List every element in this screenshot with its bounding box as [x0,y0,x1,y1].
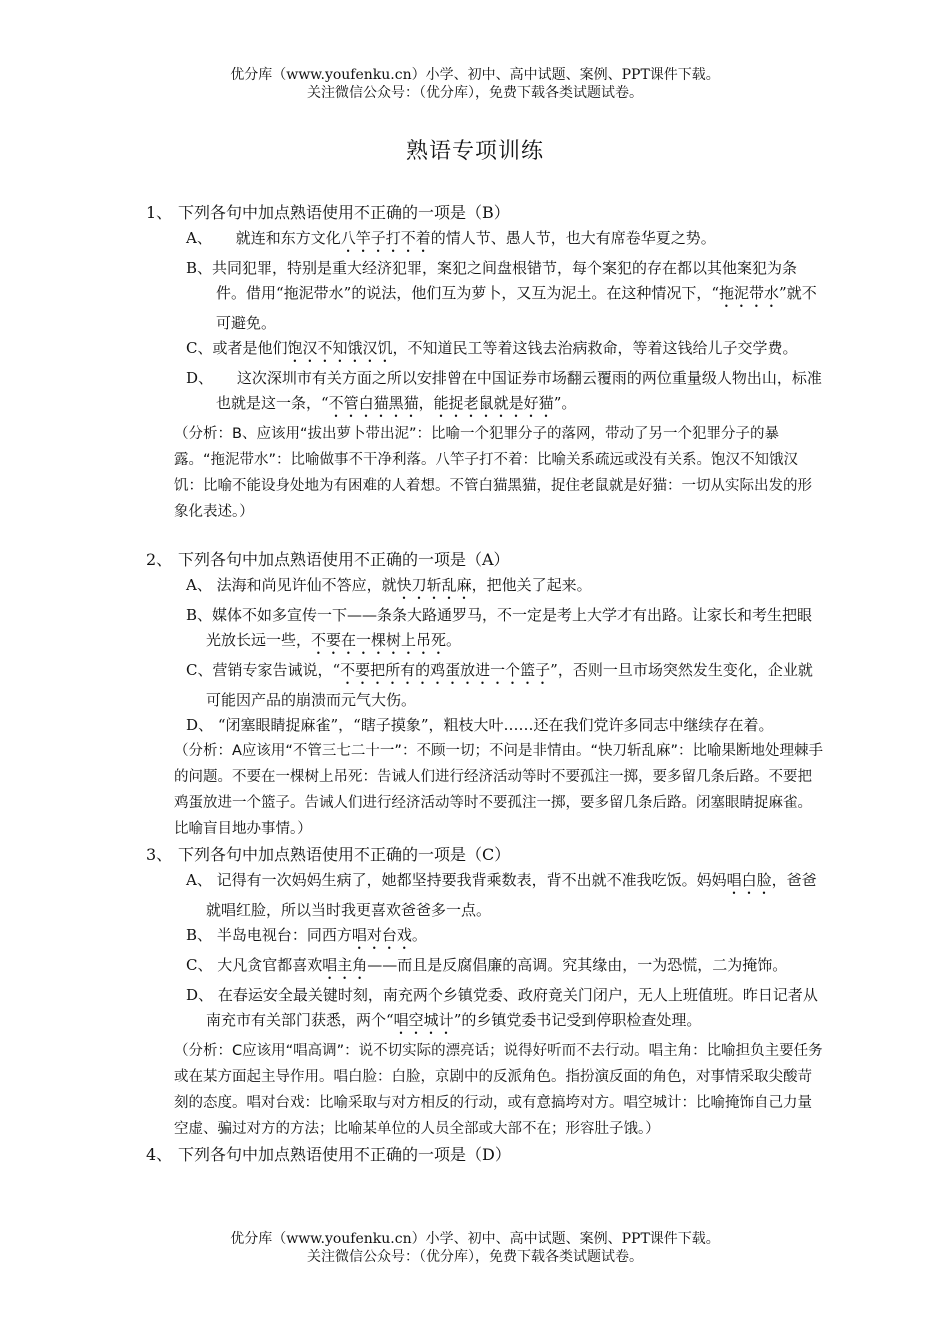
question-stem: 下列各句中加点熟语使用不正确的一项是（B） [178,203,510,222]
option-label: B、 [186,259,213,277]
analysis-3: （分析：C应该用“唱高调”：说不切实际的漂亮话；说得好听而不去行动。唱主角：比喻担负主要任务或在某方面起主导作用。唱白脸：白脸，京剧中的反派角色。指扮演反面的角色，对事情采取尖酸苛刻的态度。唱对台戏：比喻采取与对方相反的行动，或有意搞垮对方。唱空城计：比喻掩饰自己力量空虚、骗过对方的方法；比喻某单位的人员全部或大部不在；形容肚子饿。） [174,1043,823,1137]
option-1a [146,226,826,256]
option-label: B、 [186,926,213,944]
dotted-idiom: 八竿子打不着 [340,229,431,247]
option-2d [146,713,826,738]
option-text: ”，否则一旦市场突然发生变化，企业就可能因产品的崩溃而元气大伤。 [206,661,813,709]
option-2c [146,658,826,713]
question-stem: 下列各句中加点熟语使用不正确的一项是（A） [178,550,510,569]
option-label: D、 [186,716,214,734]
option-text: 媒体不如多宣传一下——条条大路通罗马，不一定是考上大学才有出路。让家长和考生把眼光放长远一些， [206,606,813,649]
option-text: 共同犯罪，特别是重大经济犯罪，案犯之间盘根错节，每个案犯的存在都以其他案犯为条件。借用“拖泥带水”的说法，他们互为萝卜，又互为泥土。在这种情况下，“ [212,259,798,302]
option-3b [146,923,826,953]
option-text: ，爸爸就唱红脸，所以当时我更喜欢爸爸多一点。 [206,871,817,919]
option-text: ”。 [553,394,577,412]
option-label: C、 [186,661,213,679]
question-4 [146,1142,826,1168]
analysis-1: （分析：B、应该用“拔出萝卜带出泥”：比喻一个犯罪分子的落网，带动了另一个犯罪分子的暴露。“拖泥带水”：比喻做事不干净利落。八竿子打不着：比喻关系疏远或没有关系。饱汉不知饿汉饥：比喻不能设身处地为有困难的人着想。不管白猫黑猫，捉住老鼠就是好猫：一切从实际出发的形象化表述。） [174,426,812,520]
option-text: 。 [411,926,427,944]
option-2b [146,603,826,658]
option-text: ，不知道民工等着这钱去治病救命，等着这钱给儿子交学费。 [392,339,798,357]
dotted-idiom: 不要在一棵树上吊死 [311,631,447,649]
dotted-idiom: 拖泥带水 [719,284,780,302]
option-text: 或者是他们 [212,339,288,357]
option-text: 记得有一次妈妈生病了，她都坚持要我背乘数表，背不出就不准我吃饭。妈妈 [216,871,727,889]
question-2 [146,547,826,573]
option-3c [146,953,826,983]
header-line-1: 优分库（www.youfenku.cn）小学、初中、高中试题、案例、PPT课件下载。 [230,67,720,83]
question-number: 3、 [146,845,173,864]
option-text: ——而且是反腐倡廉的高调。究其缘由，一为恐慌，二为掩饰。 [367,956,788,974]
dotted-idiom: 唱空城计 [393,1011,454,1029]
dotted-idiom: 唱对台戏 [351,926,412,944]
option-text: ”就不可避免。 [216,284,817,332]
option-label: D、 [186,369,214,387]
dotted-idiom: 唱白脸 [726,871,772,889]
option-label: B、 [186,606,213,624]
option-text: ”的乡镇党委书记受到停职检查处理。 [453,1011,702,1029]
option-label: C、 [186,339,213,357]
footer-line-2: 关注微信公众号：（优分库），免费下载各类试题试卷。 [307,1249,643,1265]
dotted-idiom: 不管白猫黑猫，能捉老鼠就是好猫 [328,394,554,412]
question-stem: 下列各句中加点熟语使用不正确的一项是（C） [178,845,511,864]
option-text: 的情人节、愚人节，也大有席卷华夏之势。 [430,229,716,247]
option-text: 营销专家告诫说，“ [212,661,341,679]
option-text: “闭塞眼睛捉麻雀”，“瞎子摸象”，粗枝大叶……还在我们党许多同志中继续存在着。 [217,716,774,734]
option-3d [146,983,826,1038]
option-1b [146,256,826,336]
option-label: A、 [186,576,212,594]
option-label: A、 [186,229,212,247]
option-label: A、 [186,871,212,889]
page-header [0,66,950,102]
option-text: 在春运安全最关键时刻，南充两个乡镇党委、政府竟关门闭户，无人上班值班。昨日记者从南充市有关部门获悉，两个“ [206,986,818,1029]
question-number: 2、 [146,550,173,569]
question-number: 1、 [146,203,173,222]
dotted-idiom: 唱主角 [322,956,368,974]
option-3a [146,868,826,923]
option-1c [146,336,826,366]
option-text: 这次深圳市有关方面之所以安排曾在中国证券市场翻云覆雨的两位重量级人物出山，标准也就是这一条，“ [216,369,822,412]
page-title: 熟语专项训练 [405,139,544,164]
document-body [146,200,826,1168]
option-label: D、 [186,986,214,1004]
option-2a [146,573,826,603]
option-1d [146,366,826,421]
dotted-idiom: 饱汉不知饿汉饥 [287,339,393,357]
header-line-2: 关注微信公众号：（优分库），免费下载各类试题试卷。 [307,85,643,101]
option-text: ，把他关了起来。 [471,576,592,594]
option-text: 半岛电视台：同西方 [216,926,352,944]
dotted-idiom: 快刀斩乱麻 [396,576,472,594]
question-3 [146,842,826,868]
option-text: 就连和东方文化 [235,229,341,247]
option-text: 。 [446,631,462,649]
footer-line-1: 优分库（www.youfenku.cn）小学、初中、高中试题、案例、PPT课件下载。 [230,1231,720,1247]
question-number: 4、 [146,1145,173,1164]
analysis-2: （分析：A应该用“不管三七二十一”：不顾一切；不问是非情由。“快刀斩乱麻”：比喻果断地处理棘手的问题。不要在一棵树上吊死：告诫人们进行经济活动等时不要孤注一掷，要多留几条后路。不要把鸡蛋放进一个篮子。告诫人们进行经济活动等时不要孤注一掷，要多留几条后路。闭塞眼睛捉麻雀。比喻盲目地办事情。） [174,743,823,837]
option-label: C、 [186,956,213,974]
question-stem: 下列各句中加点熟语使用不正确的一项是（D） [178,1145,511,1164]
option-text: 大凡贪官都喜欢 [217,956,323,974]
question-1 [146,200,826,226]
page-footer [0,1230,950,1266]
option-text: 法海和尚见许仙不答应，就 [216,576,397,594]
dotted-idiom: 不要把所有的鸡蛋放进一个篮子 [340,661,551,679]
